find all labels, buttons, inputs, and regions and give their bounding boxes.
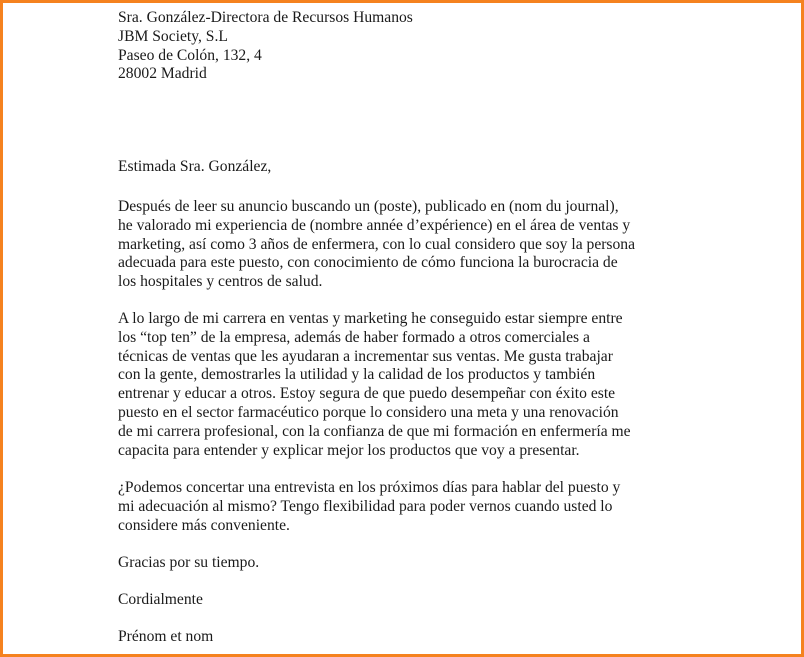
thanks [118, 554, 259, 573]
paragraph-2 [118, 310, 631, 460]
recipient-line: JBM Society, S.L [118, 27, 228, 45]
paragraph-3 [118, 479, 620, 535]
closing-text: Cordialmente [118, 591, 203, 608]
signature [118, 628, 213, 647]
paragraph-line: técnicas de ventas que les ayudaran a incrementar sus ventas. Me gusta trabajar [118, 347, 613, 365]
closing [118, 591, 203, 610]
recipient-address [118, 9, 413, 84]
paragraph-line: ¿Podemos concertar una entrevista en los próximos días para hablar del puesto y [118, 479, 621, 496]
signature-text: Prénom et nom [118, 628, 214, 645]
salutation [118, 158, 271, 177]
paragraph-line: considere más conveniente. [118, 516, 290, 534]
paragraph-line: puesto en el sector farmacéutico porque lo considero una meta y una renovación [118, 403, 619, 421]
paragraph-line: los hospitales y centros de salud. [118, 273, 323, 291]
paragraph-line: Después de leer su anuncio buscando un (poste), publicado en (nom du journal), [118, 198, 619, 215]
paragraph-line: los “top ten” de la empresa, además de haber formado a otros comerciales a [118, 328, 590, 346]
paragraph-line: he valorado mi experiencia de (nombre année d’expérience) en el área de ventas y [118, 216, 631, 234]
salutation-text: Estimada Sra. González, [118, 158, 272, 175]
paragraph-line: capacita para entender y explicar mejor los productos que voy a presentar. [118, 441, 580, 459]
paragraph-line: de mi carrera profesional, con la confianza de que mi formación en enfermería me [118, 422, 631, 440]
paragraph-1 [118, 198, 635, 292]
recipient-line: Paseo de Colón, 132, 4 [118, 46, 262, 64]
paragraph-line: marketing, así como 3 años de enfermera, con lo cual considero que soy la persona [118, 235, 636, 253]
paragraph-line: adecuada para este puesto, con conocimiento de cómo funciona la burocracia de [118, 254, 618, 272]
paragraph-line: mi adecuación al mismo? Tengo flexibilidad para poder vernos cuando usted lo [118, 497, 613, 515]
recipient-line: 28002 Madrid [118, 65, 207, 83]
paragraph-line: A lo largo de mi carrera en ventas y marketing he conseguido estar siempre entre [118, 310, 623, 327]
paragraph-line: entrenar y educar a otros. Estoy segura de que puedo desempeñar con éxito este [118, 385, 616, 403]
paragraph-line: con la gente, demostrarles la utilidad y la calidad de los productos y también [118, 366, 596, 384]
thanks-text: Gracias por su tiempo. [118, 554, 260, 571]
recipient-line: Sra. González-Directora de Recursos Humanos [118, 9, 413, 26]
